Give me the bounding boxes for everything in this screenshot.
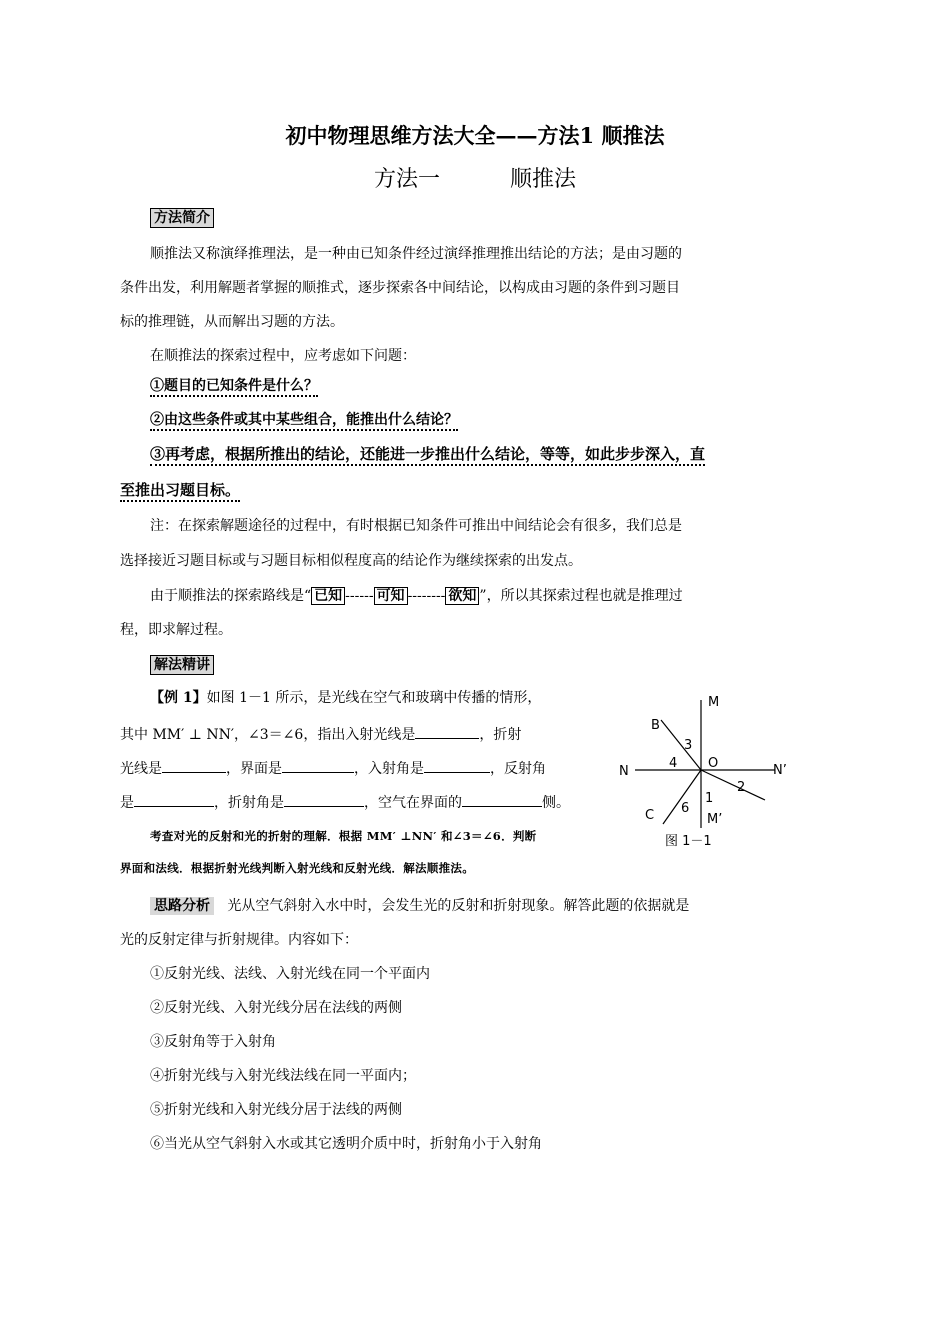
label-angle-1: 1 [705, 791, 714, 806]
label-angle-3: 3 [684, 738, 693, 753]
question-2: ②由这些条件或其中某些组合，能推出什么结论？ [150, 412, 458, 431]
question-3-line-1: ③再考虑，根据所推出的结论，还能进一步推出什么结论，等等，如此步步深入，直 [150, 445, 705, 466]
consider-line: 在顺推法的探索过程中，应考虑如下问题： [150, 348, 416, 364]
subtitle-method-name: 顺推法 [510, 167, 577, 192]
route-line-2: 程，即求解过程。 [120, 622, 232, 638]
question-3-line-2: 至推出习题目标。 [120, 481, 240, 502]
route-target: 欲知 [445, 587, 479, 605]
section-label-method-intro: 方法简介 [150, 208, 214, 228]
blank-refracted-ray[interactable] [162, 758, 226, 773]
subtitle-method-number: 方法一 [373, 167, 440, 192]
document-subtitle [0, 162, 950, 193]
note-line-2: 选择接近习题目标或与习题目标相似程度高的结论作为继续探索的出发点。 [120, 553, 582, 569]
label-angle-2: 2 [737, 780, 746, 795]
rule-item: ①反射光线、法线、入射光线在同一个平面内 [150, 966, 430, 982]
label-m-prime: M’ [707, 812, 723, 827]
hint-line-1: 考查对光的反射和光的折射的理解．根据 MM′ ⊥NN′ 和∠3＝∠6．判断 [150, 829, 537, 843]
label-m: M [708, 695, 720, 710]
intro-line-3: 标的推理链，从而解出习题的方法。 [120, 314, 344, 330]
label-c: C [645, 808, 655, 823]
route-derivable: 可知 [374, 587, 408, 605]
section-label-analysis: 思路分析 [150, 897, 214, 915]
blank-interface[interactable] [282, 758, 354, 773]
figure-caption: 图 1－1 [665, 834, 712, 849]
label-b: B [651, 718, 660, 733]
example-line-2: 其中 MM′ ⊥ NN′，∠3＝∠6，指出入射光线是 ，折射 [120, 724, 521, 745]
note-line-1: 注：在探索解题途径的过程中，有时根据已知条件可推出中间结论会有很多，我们总是 [150, 518, 682, 534]
label-n: N [619, 764, 629, 779]
example-tag: 【例 1】 [150, 690, 207, 706]
route-known: 已知 [311, 587, 345, 605]
example-line-1: 【例 1】如图 1－1 所示，是光线在空气和玻璃中传播的情形， [150, 690, 542, 706]
route-line: 由于顺推法的探索路线是“ 已知 ------ 可知 -------- 欲知 ”，所以其探索过程也就是推理过 [150, 588, 683, 604]
intro-line-2: 条件出发，利用解题者掌握的顺推式，逐步探索各中间结论，以构成由习题的条件到习题目 [120, 280, 680, 296]
analysis-line-2: 光的反射定律与折射规律。内容如下： [120, 932, 358, 948]
rule-item: ②反射光线、入射光线分居在法线的两侧 [150, 1000, 402, 1016]
label-n-prime: N’ [773, 763, 787, 778]
hint-line-2: 界面和法线．根据折射光线判断入射光线和反射光线．解法顺推法。 [120, 861, 474, 875]
figure-1-1 [615, 688, 795, 853]
label-angle-4: 4 [669, 756, 678, 771]
section-label-method-explained: 解法精讲 [150, 655, 214, 675]
question-1: ①题目的已知条件是什么？ [150, 378, 318, 397]
label-o: O [708, 756, 719, 771]
rule-item: ⑤折射光线和入射光线分居于法线的两侧 [150, 1102, 402, 1118]
blank-incident-angle[interactable] [424, 758, 490, 773]
blank-refraction-angle[interactable] [284, 792, 364, 807]
rule-item: ⑥当光从空气斜射入水或其它透明介质中时，折射角小于入射角 [150, 1136, 542, 1152]
blank-reflection-angle[interactable] [134, 792, 214, 807]
rule-item: ③反射角等于入射角 [150, 1034, 276, 1050]
rule-item: ④折射光线与入射光线法线在同一平面内； [150, 1068, 416, 1084]
example-line-4: 是 ，折射角是 ，空气在界面的 侧。 [120, 792, 570, 813]
blank-air-side[interactable] [462, 792, 542, 807]
document-title: 初中物理思维方法大全——方法1 顺推法 [285, 123, 665, 148]
blank-incident-ray[interactable] [415, 724, 479, 739]
label-angle-6: 6 [681, 801, 690, 816]
example-line-3: 光线是 ，界面是 ，入射角是 ，反射角 [120, 758, 546, 779]
analysis-line-1: 思路分析 光从空气斜射入水中时，会发生光的反射和折射现象。解答此题的依据就是 [150, 896, 689, 916]
ray-bo [661, 720, 701, 770]
intro-line-1: 顺推法又称演绎推理法，是一种由已知条件经过演绎推理推出结论的方法；是由习题的 [150, 246, 682, 262]
